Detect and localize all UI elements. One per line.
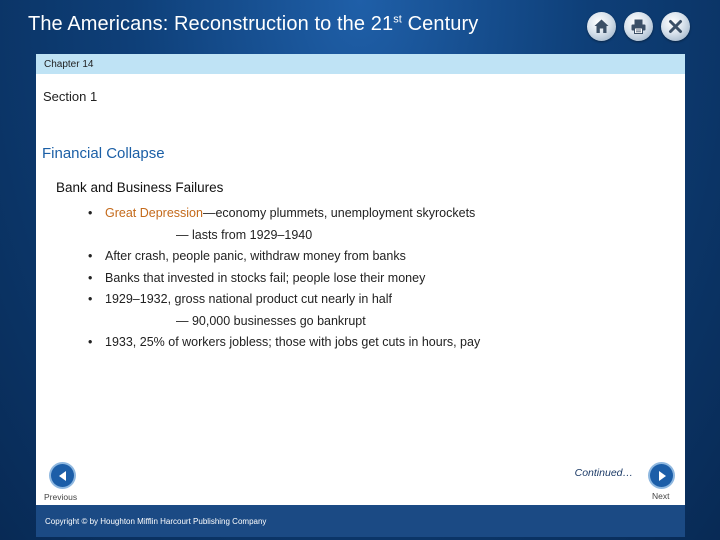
list-item-continuation — [88, 311, 480, 333]
highlight-term: Great Depression — [105, 206, 203, 220]
bullet-text: After crash, people panic, withdraw money from banks — [105, 249, 406, 263]
home-icon[interactable] — [587, 12, 616, 41]
chapter-bar — [36, 54, 685, 74]
bullet-text: 1929–1932, gross national product cut nearly in half — [105, 292, 392, 306]
print-icon[interactable] — [624, 12, 653, 41]
title-superscript: st — [393, 13, 402, 26]
copyright-footer — [36, 505, 685, 537]
arrow-left-icon — [57, 470, 69, 482]
section-label: Section 1 — [43, 89, 98, 104]
bullet-text: 1933, 25% of workers jobless; those with jobs get cuts in hours, pay — [105, 335, 481, 349]
slide-panel — [36, 54, 685, 537]
list-item — [88, 289, 480, 311]
bullet-text: — lasts from 1929–1940 — [176, 227, 313, 242]
bullet-text: — 90,000 businesses go bankrupt — [176, 313, 366, 328]
slide-title: Financial Collapse — [42, 145, 165, 162]
list-item — [88, 332, 480, 354]
continued-label: Continued… — [574, 467, 633, 479]
list-item-continuation — [88, 225, 480, 247]
copyright-text: Copyright © by Houghton Mifflin Harcourt Publishing Company — [45, 516, 267, 526]
bullet-text: Banks that invested in stocks fail; people lose their money — [105, 270, 426, 285]
previous-label[interactable]: Previous — [44, 492, 78, 502]
title-end: Century — [401, 13, 479, 35]
close-icon[interactable] — [661, 12, 690, 41]
list-item — [88, 268, 480, 290]
next-button[interactable] — [650, 464, 673, 487]
chapter-label: Chapter 14 — [44, 58, 94, 70]
title-main: The Americans: Reconstruction to the 21 — [28, 13, 394, 35]
top-toolbar — [587, 12, 690, 41]
arrow-right-icon — [656, 470, 668, 482]
next-label[interactable]: Next — [652, 491, 670, 501]
app-title — [28, 13, 478, 36]
bullet-text: —economy plummets, unemployment skyrockets — [202, 206, 476, 220]
subheading: Bank and Business Failures — [56, 180, 224, 195]
list-item — [88, 246, 480, 268]
bullet-list — [88, 203, 480, 354]
previous-button[interactable] — [51, 464, 74, 487]
list-item — [88, 203, 480, 225]
